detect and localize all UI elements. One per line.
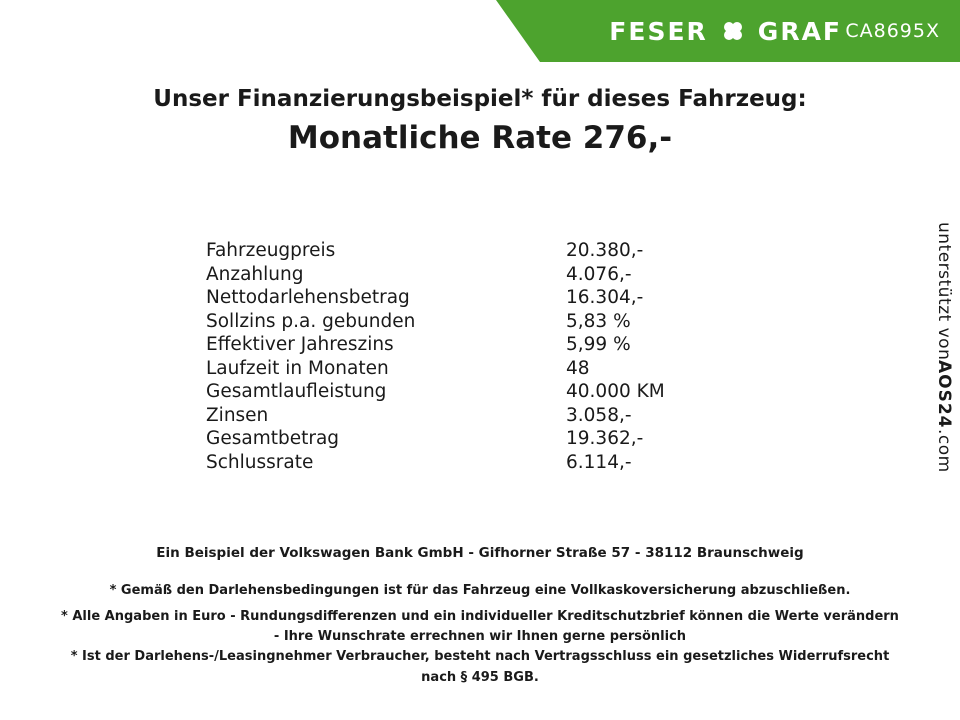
finance-table <box>206 240 726 475</box>
aos24-brand: AOS24 <box>934 360 954 429</box>
table-row <box>206 381 726 405</box>
row-value: 16.304,- <box>566 287 644 308</box>
footer-note-line: * Ist der Darlehens-/Leasingnehmer Verbraucher, besteht nach Vertragsschluss ein gesetzliches Widerrufsrecht <box>70 649 890 665</box>
brand-name-right: GRAF <box>757 16 842 46</box>
supported-by-note <box>924 222 954 502</box>
finance-table-body <box>206 240 726 475</box>
row-label: Gesamtbetrag <box>206 428 340 449</box>
footer-note-line: nach § 495 BGB. <box>421 669 539 685</box>
page-title: Unser Finanzierungsbeispiel* für dieses Fahrzeug: <box>153 86 807 112</box>
row-value: 40.000 KM <box>566 381 665 402</box>
monthly-rate-title: Monatliche Rate 276,- <box>287 119 673 156</box>
row-value: 3.058,- <box>566 404 632 426</box>
row-label: Zinsen <box>206 404 269 426</box>
table-row <box>206 334 726 358</box>
table-row <box>206 358 726 382</box>
title-block <box>0 86 960 157</box>
row-label: Laufzeit in Monaten <box>206 357 389 379</box>
row-value: 4.076,- <box>566 263 632 285</box>
table-row <box>206 452 726 476</box>
table-row <box>206 311 726 335</box>
row-value: 5,99 % <box>566 334 631 355</box>
row-value: 20.380,- <box>566 240 644 261</box>
clover-icon <box>720 18 746 44</box>
row-label: Sollzins p.a. gebunden <box>206 310 416 332</box>
brand-logo <box>609 0 842 62</box>
row-label: Effektiver Jahreszins <box>206 334 394 355</box>
row-value: 5,83 % <box>566 310 631 332</box>
row-label: Fahrzeugpreis <box>206 240 336 261</box>
bank-disclaimer: Ein Beispiel der Volkswagen Bank GmbH - Gifhorner Straße 57 - 38112 Braunschweig <box>156 545 804 561</box>
row-value: 19.362,- <box>566 428 644 449</box>
row-value: 48 <box>566 357 590 379</box>
table-row <box>206 264 726 288</box>
stock-number: CA8695X <box>845 20 940 42</box>
row-value: 6.114,- <box>566 451 632 473</box>
table-row <box>206 240 726 264</box>
footer-note-line: * Gemäß den Darlehensbedingungen ist für das Fahrzeug eine Vollkaskoversicherung abzuschließen. <box>109 583 851 598</box>
row-label: Schlussrate <box>206 451 314 473</box>
row-label: Anzahlung <box>206 263 304 285</box>
brand-name-left: FESER <box>609 16 708 46</box>
aos24-domain-suffix: .com <box>934 428 954 473</box>
table-row <box>206 287 726 311</box>
table-row <box>206 405 726 429</box>
footer-note-line: * Alle Angaben in Euro - Rundungsdifferenzen und ein individueller Kreditschutzbrief können die Werte verändern <box>61 609 899 625</box>
row-label: Gesamtlaufleistung <box>206 381 387 402</box>
page-footer <box>0 545 960 688</box>
footer-note-line: - Ihre Wunschrate errechnen wir Ihnen gerne persönlich <box>273 629 687 645</box>
page-header <box>0 0 960 62</box>
table-row <box>206 428 726 452</box>
footer-notes <box>0 581 960 688</box>
row-label: Nettodarlehensbetrag <box>206 287 410 308</box>
supported-by-prefix: unterstützt von <box>934 222 954 361</box>
